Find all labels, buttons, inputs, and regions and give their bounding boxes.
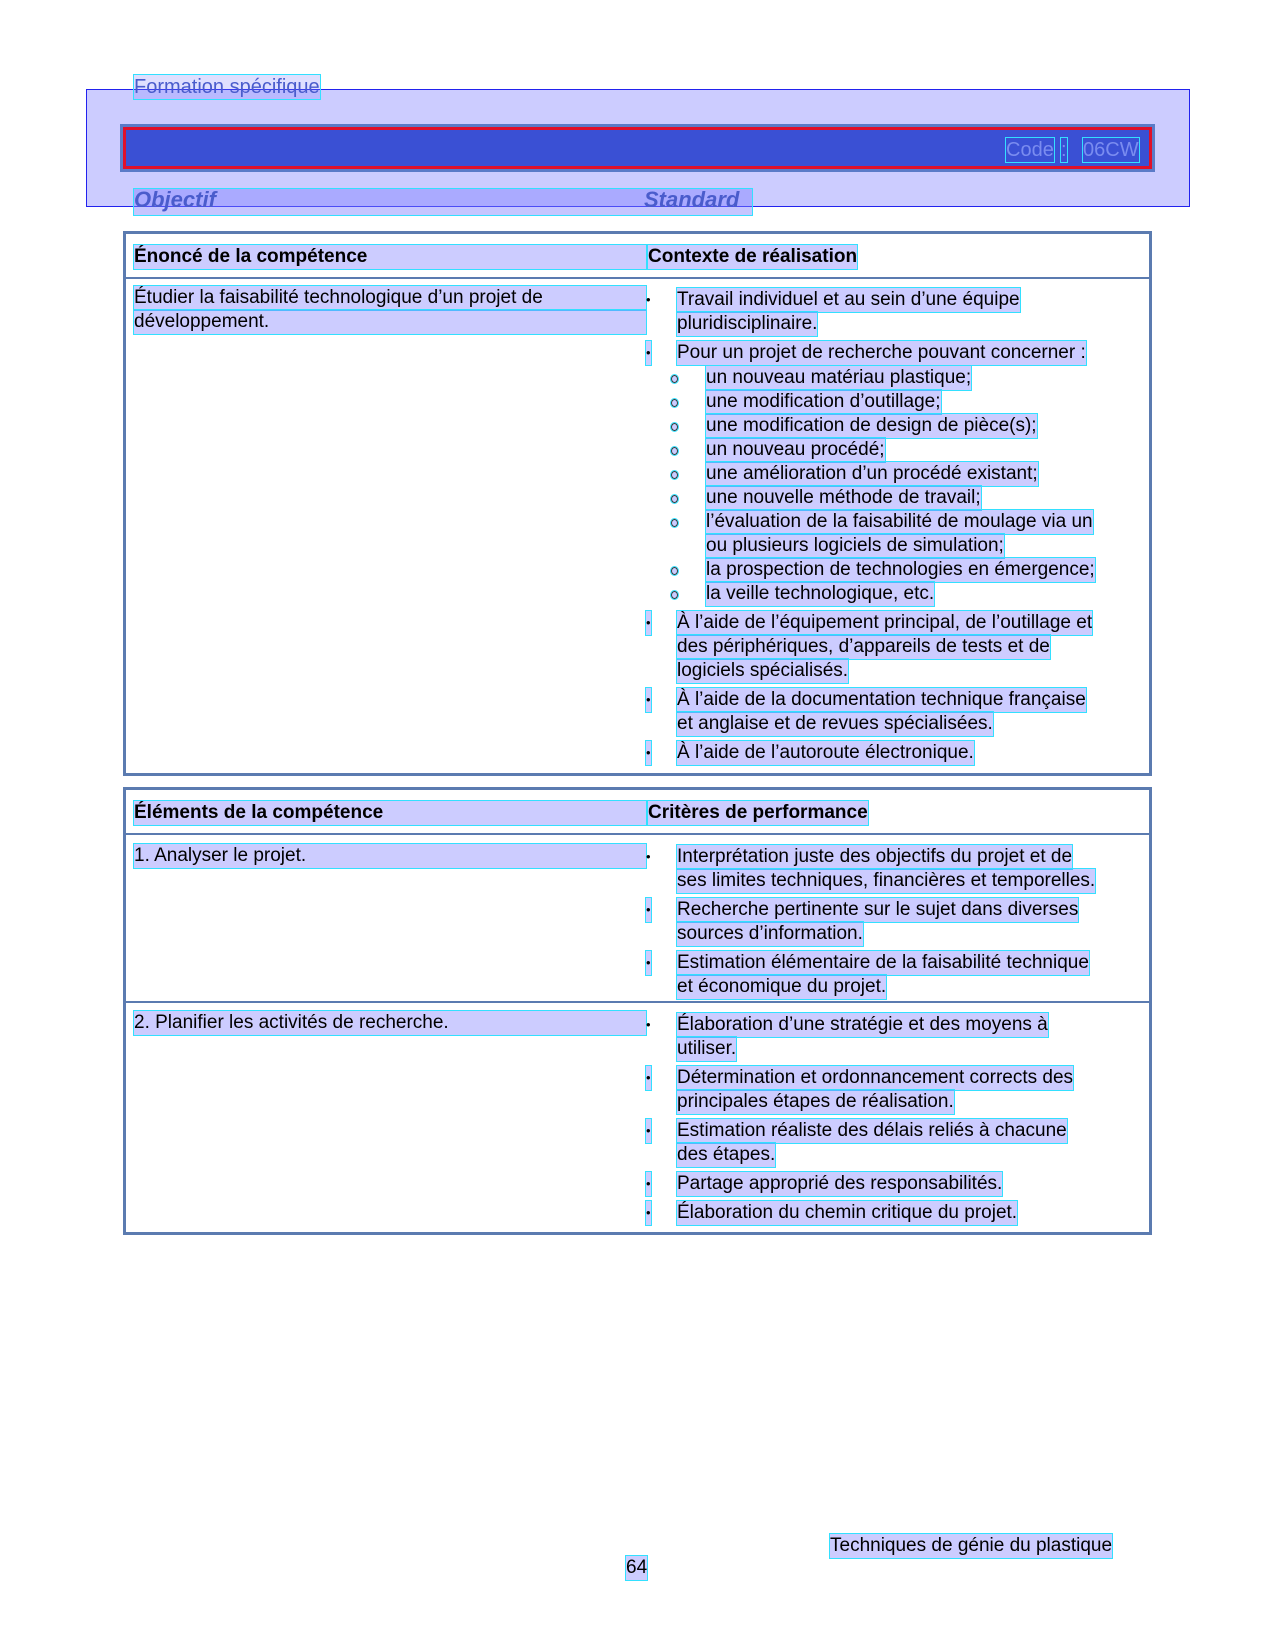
e1-criterion-3-line2: et économique du projet. [677,976,887,997]
contexte-b5: À l’aide de l’autoroute électronique. [677,742,974,763]
contexte-b3-line2: des périphériques, d’appareils de tests et de [677,636,1050,657]
contexte-b3-line3: logiciels spécialisés. [677,660,849,681]
criteres-heading: Critères de performance [648,802,868,823]
e2-criterion-1-line2: utiliser. [677,1038,737,1059]
element-2: 2. Planifier les activités de recherche. [134,1011,646,1035]
e1-criterion-2-line1: Recherche pertinente sur le sujet dans diverses [677,899,1079,920]
bullet-icon: • [646,1119,651,1143]
elements-row-rule [126,1001,1149,1003]
bullet-icon: • [646,741,651,765]
enonce-text-line1: Étudier la faisabilité technologique d’un projet de [134,286,646,310]
page-number: 64 [626,1557,648,1578]
code-separator: : [1061,139,1067,161]
contexte-sub-item: ou plusieurs logiciels de simulation; [706,535,1004,556]
contexte-b2: Pour un projet de recherche pouvant concerner : [677,342,1086,363]
code-label: Code [1006,139,1054,161]
section-title: Formation spécifique [134,76,320,98]
contexte-b4-line1: À l’aide de la documentation technique française [677,689,1086,710]
contexte-sub-item: l’évaluation de la faisabilité de moulage via un [706,511,1093,532]
e1-criterion-1-line1: Interprétation juste des objectifs du projet et de [677,846,1073,867]
contexte-sub-item: une amélioration d’un procédé existant; [706,463,1038,484]
circle-bullet-icon [671,399,678,407]
objectif-label: Objectif [134,187,216,212]
circle-bullet-icon [671,471,678,479]
circle-bullet-icon [671,591,678,599]
contexte-sub-item: une modification d’outillage; [706,391,941,412]
circle-bullet-icon [671,567,678,575]
circle-bullet-icon [671,447,678,455]
circle-bullet-icon [671,495,678,503]
bullet-icon: • [646,898,651,922]
e2-criterion-2-line2: principales étapes de réalisation. [677,1091,954,1112]
bullet-icon: • [646,1066,651,1090]
e1-criterion-3-line1: Estimation élémentaire de la faisabilité technique [677,952,1089,973]
competence-header-rule [126,277,1149,279]
element-1: 1. Analyser le projet. [134,844,646,868]
contexte-b1-line1: Travail individuel et au sein d’une équipe [677,289,1020,310]
code-bar [123,127,1152,169]
contexte-sub-item: un nouveau procédé; [706,439,885,460]
bullet-icon: • [646,292,651,307]
elements-header-rule [126,833,1149,835]
circle-bullet-icon [671,423,678,431]
e1-criterion-2-line2: sources d’information. [677,923,863,944]
circle-bullet-icon [671,519,678,527]
elements-heading: Éléments de la compétence [134,801,646,825]
bullet-icon: • [646,1017,651,1032]
e2-criterion-4: Partage approprié des responsabilités. [677,1173,1003,1194]
contexte-sub-item: une modification de design de pièce(s); [706,415,1037,436]
contexte-b4-line2: et anglaise et de revues spécialisées. [677,713,993,734]
bullet-icon: • [646,1201,651,1225]
bullet-icon: • [646,1172,651,1196]
bullet-icon: • [646,341,651,365]
contexte-sub-item: un nouveau matériau plastique; [706,367,972,388]
contexte-sub-item: la veille technologique, etc. [706,583,935,604]
e2-criterion-1-line1: Élaboration d’une stratégie et des moyens à [677,1014,1048,1035]
e2-criterion-3-line2: des étapes. [677,1144,776,1165]
e2-criterion-2-line1: Détermination et ordonnancement corrects des [677,1067,1074,1088]
footer-program-title: Techniques de génie du plastique [830,1535,1113,1556]
standard-label: Standard [644,187,740,212]
e1-criterion-1-line2: ses limites techniques, financières et temporelles. [677,870,1096,891]
contexte-b3-line1: À l’aide de l’équipement principal, de l’outillage et [677,612,1093,633]
circle-bullet-icon [671,375,678,383]
enonce-text-line2: développement. [134,310,646,334]
contexte-b1-line2: pluridisciplinaire. [677,313,818,334]
bullet-icon: • [646,951,651,975]
code-value: 06CW [1083,139,1139,161]
bullet-icon: • [646,849,651,864]
e2-criterion-5: Élaboration du chemin critique du projet. [677,1202,1018,1223]
contexte-sub-item: une nouvelle méthode de travail; [706,487,981,508]
enonce-heading: Énoncé de la compétence [134,245,646,269]
contexte-sub-item: la prospection de technologies en émergence; [706,559,1095,580]
contexte-heading: Contexte de réalisation [648,246,858,267]
e2-criterion-3-line1: Estimation réaliste des délais reliés à chacune [677,1120,1067,1141]
bullet-icon: • [646,611,651,635]
bullet-icon: • [646,688,651,712]
